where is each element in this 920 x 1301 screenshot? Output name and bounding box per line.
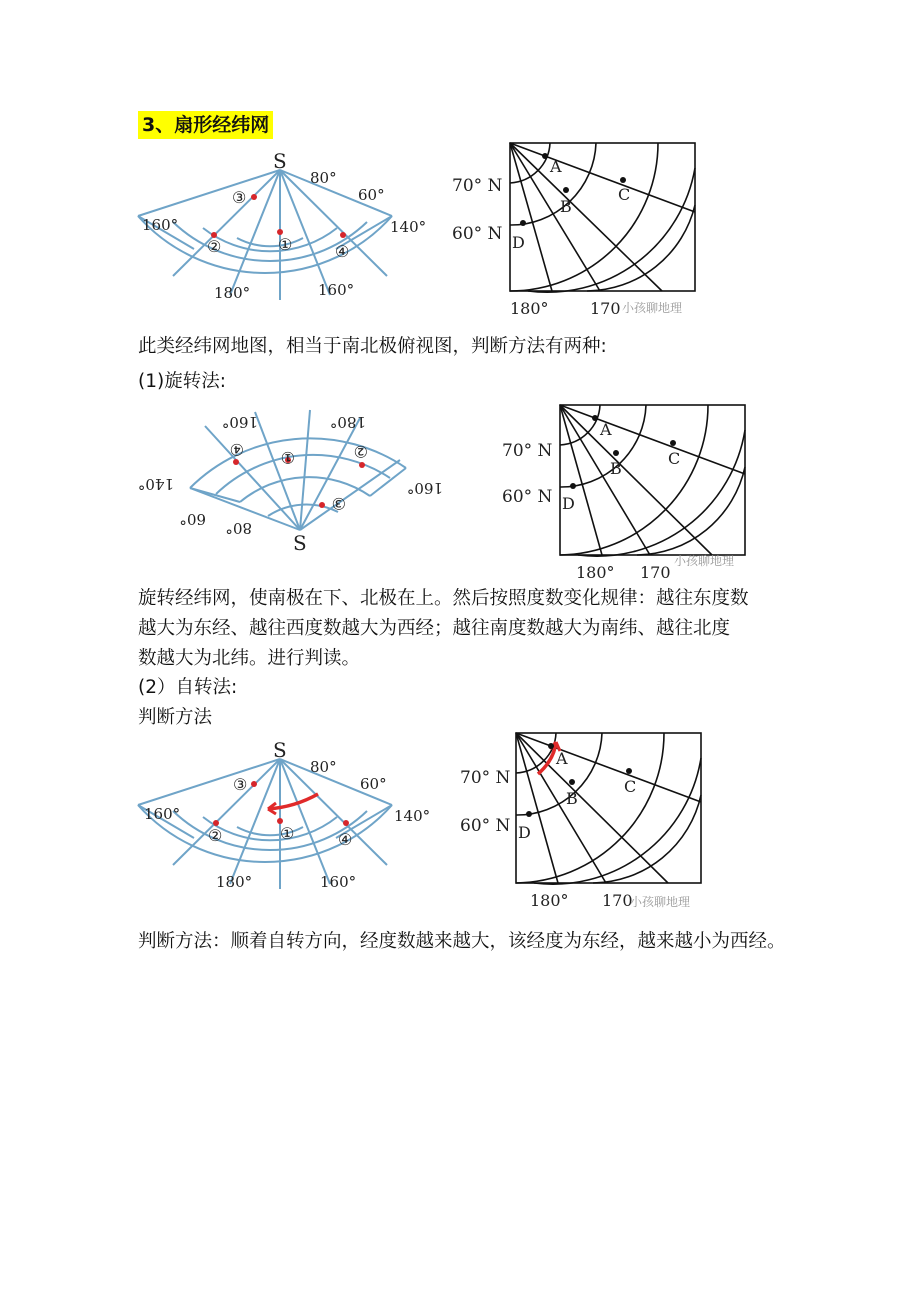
method1-title: (1)旋转法: xyxy=(138,371,226,392)
square-graticule-1 xyxy=(450,140,700,325)
fan-lon-180: 180° xyxy=(214,284,251,302)
square-point-b: B xyxy=(566,789,578,808)
fan-lon-80: 80° xyxy=(225,519,252,537)
fan-lon-160-bottom: 160° xyxy=(318,281,355,299)
square-grid-lines xyxy=(510,143,695,292)
square-point-a: A xyxy=(556,749,568,768)
square-lon-180: 180° xyxy=(530,891,569,910)
fan-graticule-3 xyxy=(130,737,440,897)
square-graticule-2 xyxy=(498,402,758,587)
rotation-line-1: 旋转经纬网，使南极在下、北极在上。然后按照度数变化规律：越往东度数 xyxy=(138,588,749,609)
fan-lon-60: 60° xyxy=(179,510,206,528)
square-lon-180: 180° xyxy=(510,299,549,318)
fan-lon-140: 140° xyxy=(137,475,174,493)
fan-point-3: ③ xyxy=(331,494,346,513)
lat-70-label: 70° N xyxy=(502,441,553,461)
fan-pole-label: S xyxy=(293,531,307,555)
fan-point-1: ① xyxy=(280,448,295,467)
square-lon-170: 170 xyxy=(590,299,621,318)
fan-lon-140: 140° xyxy=(390,218,427,236)
lat-70-label: 70° N xyxy=(460,768,511,788)
fan-point-4: ④ xyxy=(335,242,350,261)
fan-lon-180: 180° xyxy=(216,873,253,891)
fan-point-4: ④ xyxy=(338,830,353,849)
square-grid-lines xyxy=(516,733,701,884)
intro-paragraph: 此类经纬网地图，相当于南北极俯视图，判断方法有两种: xyxy=(138,336,607,357)
square-point-c: C xyxy=(668,449,681,468)
fan-point-2: ② xyxy=(353,442,368,461)
watermark: 小孩聊地理 xyxy=(622,301,683,315)
rotation-line-2: 越大为东经、越往西度数越大为西经；越往南度数越大为南纬、越往北度 xyxy=(138,618,731,639)
fan-point-4: ④ xyxy=(229,440,244,459)
fan-grid-lines xyxy=(138,759,392,889)
square-point-b: B xyxy=(560,197,572,216)
square-lon-180: 180° xyxy=(576,563,615,582)
square-point-b: B xyxy=(610,459,622,478)
rotation-arrow xyxy=(268,794,318,809)
lat-60-label: 60° N xyxy=(460,816,511,836)
square-lon-170: 170 xyxy=(640,563,671,582)
fan-lon-160-bottom: 160° xyxy=(406,479,443,497)
square-point-d: D xyxy=(518,823,531,842)
lat-70-label: 70° N xyxy=(452,176,503,196)
fan-lon-160-left: 160° xyxy=(221,413,258,431)
lat-60-label: 60° N xyxy=(502,487,553,507)
fan-lon-80: 80° xyxy=(310,169,337,187)
fan-lon-160-bottom: 160° xyxy=(320,873,357,891)
fan-pole-label: S xyxy=(273,149,287,173)
method2-title: (2）自转法: xyxy=(138,677,238,698)
fan-point-dot xyxy=(340,232,346,238)
fan-point-dot xyxy=(251,194,257,200)
square-point-a: A xyxy=(600,420,612,439)
square-point-c: C xyxy=(618,185,631,204)
fan-graticule-rotated xyxy=(137,398,450,558)
square-point-d: D xyxy=(562,494,575,513)
fan-graticule-1 xyxy=(130,148,430,308)
method2-subtitle: 判断方法 xyxy=(138,707,213,728)
fan-point-2: ② xyxy=(208,826,223,845)
fan-point-3: ③ xyxy=(233,775,248,794)
square-graticule-3 xyxy=(456,730,716,915)
watermark: 小孩聊地理 xyxy=(674,554,735,568)
fan-lon-180: 180° xyxy=(329,413,366,431)
fan-lon-60: 60° xyxy=(358,186,385,204)
square-point-a: A xyxy=(550,157,562,176)
square-lon-170: 170 xyxy=(602,891,633,910)
fan-point-1: ① xyxy=(280,824,295,843)
fan-point-1: ① xyxy=(278,235,293,254)
fan-pole-label: S xyxy=(273,738,287,762)
fan-lon-80: 80° xyxy=(310,758,337,776)
conclusion-paragraph: 判断方法：顺着自转方向，经度数越来越大，该经度为东经，越来越小为西经。 xyxy=(138,931,786,952)
square-point-c: C xyxy=(624,777,637,796)
fan-lon-160-left: 160° xyxy=(144,805,181,823)
lat-60-label: 60° N xyxy=(452,224,503,244)
fan-point-3: ③ xyxy=(232,188,247,207)
rotation-line-3: 数越大为北纬。进行判读。 xyxy=(138,648,361,669)
fan-lon-160-left: 160° xyxy=(142,216,179,234)
fan-lon-140: 140° xyxy=(394,807,431,825)
section-heading: 3、扇形经纬网 xyxy=(138,111,273,139)
square-point-d: D xyxy=(512,233,525,252)
fan-point-2: ② xyxy=(207,237,222,256)
watermark: 小孩聊地理 xyxy=(630,895,691,909)
fan-lon-60: 60° xyxy=(360,775,387,793)
square-grid-lines xyxy=(560,405,745,556)
